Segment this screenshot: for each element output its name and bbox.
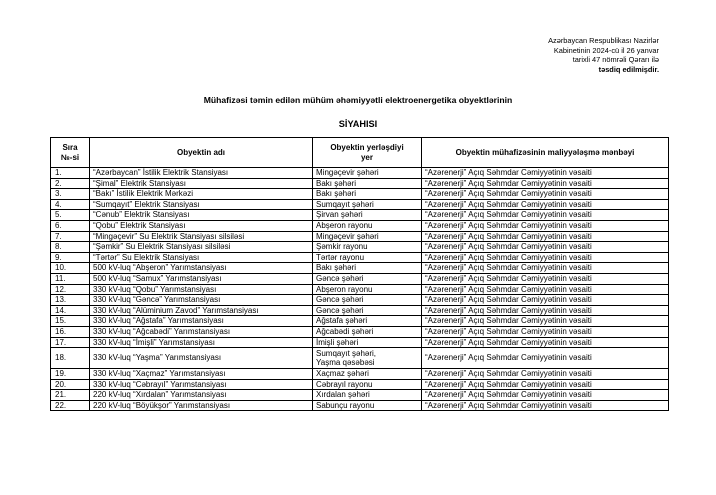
- row-funding: “Azərenerji” Açıq Səhmdar Cəmiyyətinin vəsaiti: [422, 326, 669, 337]
- row-location: Ağcabədi şəhəri: [313, 326, 422, 337]
- row-location-line-2: Yaşma qəsəbəsi: [316, 358, 375, 368]
- row-funding: “Azərenerji” Açıq Səhmdar Cəmiyyətinin vəsaiti: [422, 252, 669, 263]
- header-location-line-1: Obyektin yerləşdiyi: [330, 143, 404, 153]
- table-row: [51, 379, 669, 390]
- row-location: Mingəçevir şəhəri: [313, 231, 422, 242]
- header-number-line-2: №-si: [60, 152, 80, 162]
- row-funding: “Azərenerji” Açıq Səhmdar Cəmiyyətinin vəsaiti: [422, 231, 669, 242]
- row-number: 10.: [51, 263, 90, 274]
- row-name: “Şəmkir” Su Elektrik Stansiyası silsiləsi: [90, 242, 313, 253]
- row-location: Sumqayıt şəhəri: [313, 199, 422, 210]
- row-location: Gəncə şəhəri: [313, 305, 422, 316]
- row-location: Bakı şəhəri: [313, 263, 422, 274]
- table-row: [51, 316, 669, 327]
- table-row: [51, 369, 669, 380]
- row-name: 220 kV-luq “Xırdalan” Yarımstansiyası: [90, 390, 313, 401]
- row-location: Bakı şəhəri: [313, 178, 422, 189]
- table-row: [51, 220, 669, 231]
- row-location: Şəmkir rayonu: [313, 242, 422, 253]
- table-row: [51, 390, 669, 401]
- row-number: 7.: [51, 231, 90, 242]
- row-name: 330 kV-luq “İmişli” Yarımstansiyası: [90, 337, 313, 348]
- row-funding: “Azərenerji” Açıq Səhmdar Cəmiyyətinin vəsaiti: [422, 242, 669, 253]
- row-funding: “Azərenerji” Açıq Səhmdar Cəmiyyətinin vəsaiti: [422, 295, 669, 306]
- row-name: “Cənub” Elektrik Stansiyası: [90, 210, 313, 221]
- row-number: 20.: [51, 379, 90, 390]
- row-funding: “Azərenerji” Açıq Səhmdar Cəmiyyətinin vəsaiti: [422, 348, 669, 369]
- row-name: 330 kV-luq “Gəncə” Yarımstansiyası: [90, 295, 313, 306]
- table-row: [51, 242, 669, 253]
- row-funding: “Azərenerji” Açıq Səhmdar Cəmiyyətinin vəsaiti: [422, 305, 669, 316]
- table-row: [51, 189, 669, 200]
- header-name: Obyektin adı: [90, 138, 313, 168]
- header-funding: Obyektin mühafizəsinin maliyyələşmə mənbəyi: [422, 138, 669, 168]
- table-row: [51, 337, 669, 348]
- table-row: [51, 284, 669, 295]
- row-funding: “Azərenerji” Açıq Səhmdar Cəmiyyətinin vəsaiti: [422, 189, 669, 200]
- approval-line-2: Kabinetinin 2024-cü il 26 yanvar: [553, 45, 659, 55]
- header-location-line-2: yer: [360, 152, 373, 162]
- row-number: 15.: [51, 316, 90, 327]
- row-location: Xırdalan şəhəri: [313, 390, 422, 401]
- header-number-line-1: Sıra: [62, 143, 78, 153]
- table-row: [51, 168, 669, 179]
- row-name: 330 kV-luq “Ağcabədi” Yarımstansiyası: [90, 326, 313, 337]
- row-funding: “Azərenerji” Açıq Səhmdar Cəmiyyətinin vəsaiti: [422, 316, 669, 327]
- row-number: 16.: [51, 326, 90, 337]
- row-number: 9.: [51, 252, 90, 263]
- row-number: 11.: [51, 273, 90, 284]
- list-heading: SİYAHISI: [338, 119, 378, 129]
- header-location: [313, 138, 422, 168]
- table-row: [51, 348, 669, 369]
- row-location: Bakı şəhəri: [313, 189, 422, 200]
- row-number: 6.: [51, 220, 90, 231]
- table-row: [51, 210, 669, 221]
- table-row: [51, 400, 669, 411]
- row-number: 19.: [51, 369, 90, 380]
- row-number: 12.: [51, 284, 90, 295]
- row-location: Abşeron rayonu: [313, 220, 422, 231]
- table-row: [51, 305, 669, 316]
- row-name: “Azərbaycan” İstilik Elektrik Stansiyası: [90, 168, 313, 179]
- row-funding: “Azərenerji” Açıq Səhmdar Cəmiyyətinin vəsaiti: [422, 273, 669, 284]
- row-funding: “Azərenerji” Açıq Səhmdar Cəmiyyətinin vəsaiti: [422, 263, 669, 274]
- approval-line-1: Azərbaycan Respublikası Nazirlər: [548, 36, 659, 45]
- row-number: 2.: [51, 178, 90, 189]
- row-funding: “Azərenerji” Açıq Səhmdar Cəmiyyətinin vəsaiti: [422, 390, 669, 401]
- row-location-line-1: Sumqayıt şəhəri,: [316, 348, 377, 358]
- row-funding: “Azərenerji” Açıq Səhmdar Cəmiyyətinin vəsaiti: [422, 400, 669, 411]
- row-funding: “Azərenerji” Açıq Səhmdar Cəmiyyətinin vəsaiti: [422, 284, 669, 295]
- document-title: Mühafizəsi təmin edilən mühüm əhəmiyyətli elektroenergetika obyektlərinin: [203, 95, 513, 105]
- row-location: İmişli şəhəri: [313, 337, 422, 348]
- row-funding: “Azərenerji” Açıq Səhmdar Cəmiyyətinin vəsaiti: [422, 379, 669, 390]
- row-number: 22.: [51, 400, 90, 411]
- objects-table: [50, 137, 669, 411]
- row-number: 14.: [51, 305, 90, 316]
- approval-stamp-text: [459, 36, 659, 74]
- row-number: 3.: [51, 189, 90, 200]
- row-number: 5.: [51, 210, 90, 221]
- row-funding: “Azərenerji” Açıq Səhmdar Cəmiyyətinin vəsaiti: [422, 168, 669, 179]
- table-row: [51, 295, 669, 306]
- table-row: [51, 263, 669, 274]
- row-funding: “Azərenerji” Açıq Səhmdar Cəmiyyətinin vəsaiti: [422, 337, 669, 348]
- table-row: [51, 178, 669, 189]
- table-row: [51, 273, 669, 284]
- row-name: “Tərtər” Su Elektrik Stansiyası: [90, 252, 313, 263]
- row-location: Mingəçevir şəhəri: [313, 168, 422, 179]
- row-name: 330 kV-luq “Cəbrayıl” Yarımstansiyası: [90, 379, 313, 390]
- row-name: “Qobu” Elektrik Stansiyası: [90, 220, 313, 231]
- row-location: Ağstafa şəhəri: [313, 316, 422, 327]
- header-number: [51, 138, 90, 168]
- row-number: 17.: [51, 337, 90, 348]
- row-location: Gəncə şəhəri: [313, 295, 422, 306]
- row-name: “Şimal” Elektrik Stansiyası: [90, 178, 313, 189]
- row-name: 330 kV-luq “Yaşma” Yarımstansiyası: [90, 348, 313, 369]
- table-header-row: [51, 138, 669, 168]
- table-row: [51, 326, 669, 337]
- row-name: “Sumqayıt” Elektrik Stansiyası: [90, 199, 313, 210]
- row-location: Abşeron rayonu: [313, 284, 422, 295]
- table-row: [51, 252, 669, 263]
- row-name: 330 kV-luq “Xaçmaz” Yarımstansiyası: [90, 369, 313, 380]
- row-funding: “Azərenerji” Açıq Səhmdar Cəmiyyətinin vəsaiti: [422, 178, 669, 189]
- row-number: 1.: [51, 168, 90, 179]
- row-name: 500 kV-luq “Abşeron” Yarımstansiyası: [90, 263, 313, 274]
- row-funding: “Azərenerji” Açıq Səhmdar Cəmiyyətinin vəsaiti: [422, 220, 669, 231]
- row-funding: “Azərenerji” Açıq Səhmdar Cəmiyyətinin vəsaiti: [422, 369, 669, 380]
- row-location: Gəncə şəhəri: [313, 273, 422, 284]
- row-name: 330 kV-luq “Alüminium Zavod” Yarımstansiyası: [90, 305, 313, 316]
- row-name: 220 kV-luq “Böyükşor” Yarımstansiyası: [90, 400, 313, 411]
- row-name: 500 kV-luq “Samux” Yarımstansiyası: [90, 273, 313, 284]
- row-funding: “Azərenerji” Açıq Səhmdar Cəmiyyətinin vəsaiti: [422, 210, 669, 221]
- row-name: “Mingəçevir” Su Elektrik Stansiyası silsiləsi: [90, 231, 313, 242]
- row-location: Cəbrayıl rayonu: [313, 379, 422, 390]
- row-name: 330 kV-luq “Ağstafa” Yarımstansiyası: [90, 316, 313, 327]
- row-location: Tərtər rayonu: [313, 252, 422, 263]
- row-location: Sabunçu rayonu: [313, 400, 422, 411]
- table-row: [51, 231, 669, 242]
- row-number: 4.: [51, 199, 90, 210]
- approval-line-3: tarixli 47 nömrəli Qərarı ilə: [572, 55, 659, 65]
- row-number: 13.: [51, 295, 90, 306]
- row-number: 18.: [51, 348, 90, 369]
- row-location: [313, 348, 422, 369]
- row-number: 8.: [51, 242, 90, 253]
- row-name: “Bakı” İstilik Elektrik Mərkəzi: [90, 189, 313, 200]
- row-location: Xaçmaz şəhəri: [313, 369, 422, 380]
- table-row: [51, 199, 669, 210]
- row-name: 330 kV-luq “Qobu” Yarımstansiyası: [90, 284, 313, 295]
- approval-line-4: təsdiq edilmişdir.: [598, 64, 659, 74]
- row-location: Şirvan şəhəri: [313, 210, 422, 221]
- row-funding: “Azərenerji” Açıq Səhmdar Cəmiyyətinin vəsaiti: [422, 199, 669, 210]
- row-number: 21.: [51, 390, 90, 401]
